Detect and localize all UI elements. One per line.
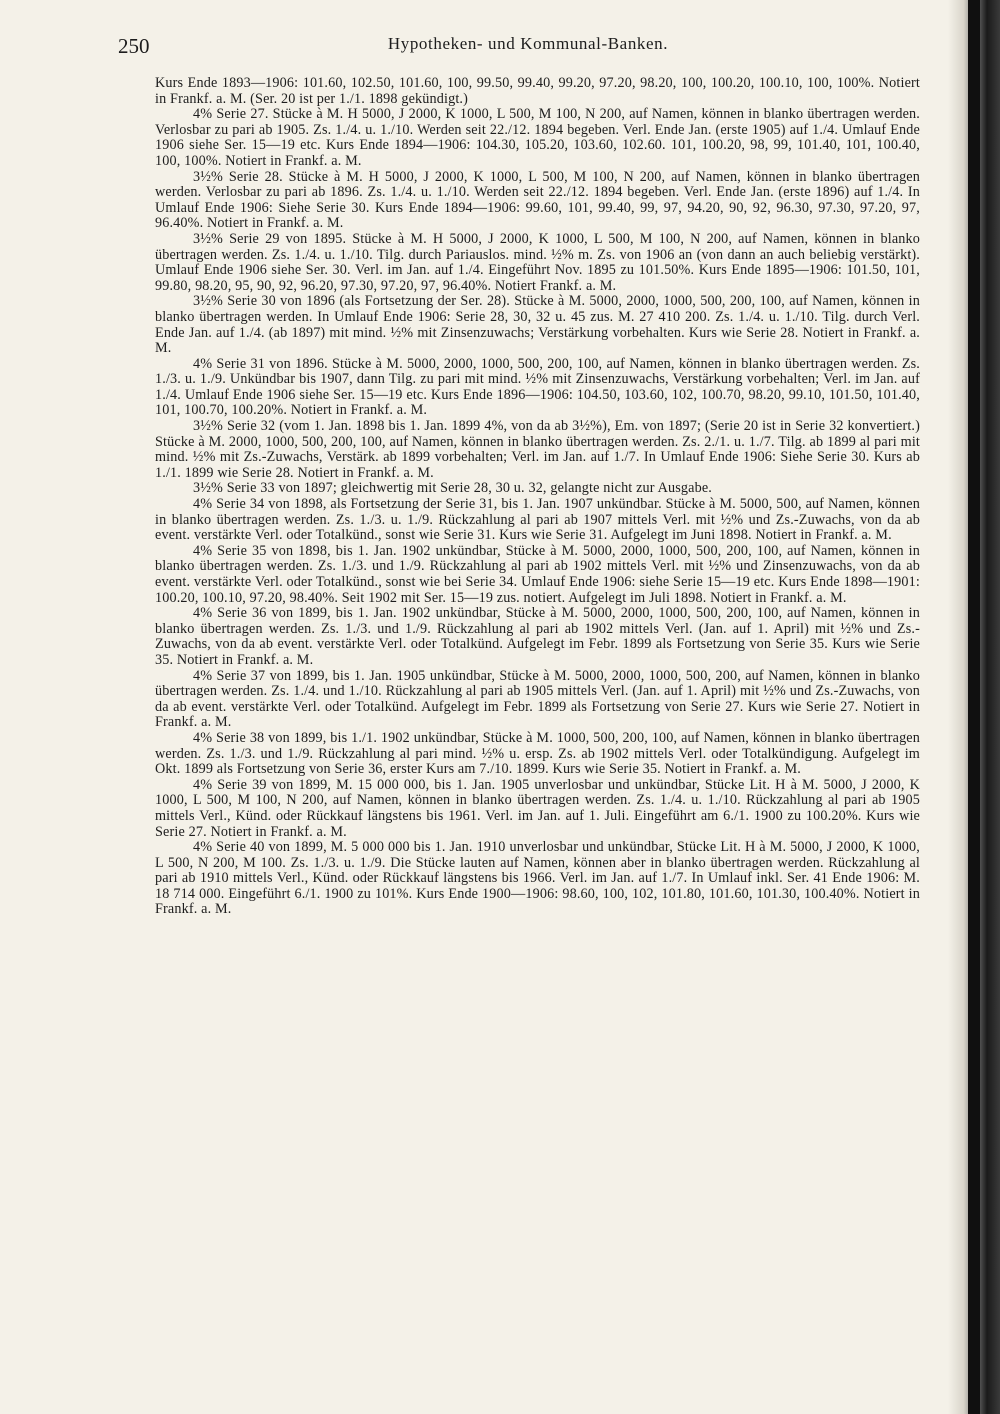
paragraph-serie-31: 4% Serie 31 von 1896. Stücke à M. 5000, 2000, 1000, 500, 200, 100, auf Namen, können in blanko übertragen werden. Zs. 1./3. u. 1./9. Unkündbar bis 1907, dann Tilg. zu pari mit mind. ½% mit Zinsenzuwachs, Verstärkung vorbehalten; Verl. im Jan. auf 1./4. Umlauf Ende 1906 siehe Ser. 15—19 etc. Kurs Ende 1896—1906: 104.50, 103.60, 102, 100.70, 98.20, 99.10, 101.50, 101.40, 101, 100.70, 100.20%. Notiert in Frankf. a. M.: [155, 355, 920, 419]
page-number: 250: [118, 34, 150, 58]
paragraph-serie-39: 4% Serie 39 von 1899, M. 15 000 000, bis 1. Jan. 1905 unverlosbar und unkündbar, Stücke Lit. H à M. 5000, J 2000, K 1000, L 500, M 100, N 200, auf Namen, können in blanko übertragen werden. Zs. 1./4. u. 1./10. Rückzahlung al pari ab 1905 mittels Verl., Künd. oder Rückkauf längstens bis 1961. Verl. im Jan. auf 1. Juli. Eingeführt am 6./1. 1900 zu 100.20%. Kurs wie Serie 27. Notiert in Frankf. a. M.: [155, 776, 920, 840]
paragraph-serie-40: 4% Serie 40 von 1899, M. 5 000 000 bis 1. Jan. 1910 unverlosbar und unkündbar, Stücke Lit. H à M. 5000, J 2000, K 1000, L 500, N 200, M 100. Zs. 1./3. u. 1./9. Die Stücke lauten auf Namen, können aber in blanko übertragen werden. Rückzahlung al pari ab 1910 mittels Verl., Künd. oder Rückkauf längstens bis 1966. Verl. im Jan. auf 1./7. In Umlauf inkl. Ser. 41 Ende 1906: M. 18 714 000. Eingeführt 6./1. 1900 zu 101%. Kurs Ende 1900—1906: 98.60, 100, 102, 101.80, 101.60, 101.30, 100.40%. Notiert in Frankf. a. M.: [155, 839, 920, 918]
paragraph-serie-30: 3½% Serie 30 von 1896 (als Fortsetzung der Ser. 28). Stücke à M. 5000, 2000, 1000, 500, 200, 100, auf Namen, können in blanko übertragen werden. In Umlauf Ende 1906: Serie 28, 30, 32 u. 45 zus. M. 27 410 200. Zs. 1./4. u. 1./10. Tilg. durch Verl. Ende Jan. auf 1./4. (ab 1897) mit mind. ½% mit Zinsenzuwachs; Verstärkung vorbehalten. Kurs wie Serie 28. Notiert in Frankf. a. M.: [155, 293, 920, 357]
running-title: Hypotheken- und Kommunal-Banken.: [387, 34, 669, 53]
paragraph-kurs-ende-1893: Kurs Ende 1893—1906: 101.60, 102.50, 101.60, 100, 99.50, 99.40, 99.20, 97.20, 98.20, 100, 100.20, 100.10, 100, 100%. Notiert in Frankf. a. M. (Ser. 20 ist per 1./1. 1898 gekündigt.): [155, 75, 920, 107]
binding-shadow: [968, 0, 980, 1414]
paragraph-serie-38: 4% Serie 38 von 1899, bis 1./1. 1902 unkündbar, Stücke à M. 1000, 500, 200, 100, auf Namen, können in blanko übertragen werden. Zs. 1./3. und 1./9. Rückzahlung al pari mind. ½% u. ersp. Zs. ab 1902 mittels Verl. oder Totalkündigung. Aufgelegt im Okt. 1899 als Fortsetzung von Serie 36, erster Kurs am 7./10. 1899. Kurs wie Serie 35. Notiert in Frankf. a. M.: [155, 729, 920, 778]
paragraph-serie-35: 4% Serie 35 von 1898, bis 1. Jan. 1902 unkündbar, Stücke à M. 5000, 2000, 1000, 500, 200, 100, auf Namen, können in blanko übertragen werden. Zs. 1./3. und 1./9. Rückzahlung al pari ab 1902 mittels Verl. mit ½% und Zinsenzuwachs, von da ab event. verstärkte Verl. oder Totalkünd., sonst wie bei Serie 34. Umlauf Ende 1906: siehe Serie 15—19 etc. Kurs Ende 1898—1901: 100.20, 100.10, 97.20, 98.40%. Seit 1902 mit Ser. 15—19 zus. notiert. Aufgelegt im Juli 1898. Notiert in Frankf. a. M.: [155, 542, 920, 606]
paragraph-serie-33: 3½% Serie 33 von 1897; gleichwertig mit Serie 28, 30 u. 32, gelangte nicht zur Ausgabe.: [193, 480, 712, 497]
paragraph-serie-29: 3½% Serie 29 von 1895. Stücke à M. H 5000, J 2000, K 1000, L 500, M 100, N 200, auf Namen, können in blanko übertragen werden. Zs. 1./4. u. 1./10. Tilg. durch Pariauslos. mind. ½% m. Zs. von 1906 an (von dann an auch beliebig verstärkt). Umlauf Ende 1906 siehe Ser. 30. Verl. im Jan. auf 1./4. Eingeführt Nov. 1895 zu 101.50%. Kurs Ende 1895—1906: 101.50, 101, 99.80, 98.20, 95, 90, 92, 96.20, 97.30, 97.20, 97, 96.40%. Notiert Frankf. a. M.: [155, 230, 920, 294]
paragraph-serie-32: 3½% Serie 32 (vom 1. Jan. 1898 bis 1. Jan. 1899 4%, von da ab 3½%), Em. von 1897; (Serie 20 ist in Serie 32 konvertiert.) Stücke à M. 2000, 1000, 500, 200, 100, auf Namen, können in blanko übertragen werden. Zs. 2./1. u. 1./7. Tilg. ab 1899 al pari mit mind. ½% mit Zs.-Zuwachs, Verstärk. ab 1899 vorbehalten; Verl. im Jan. auf 1./7. In Umlauf Ende 1906: Siehe Serie 30. Kurs ab 1./1. 1899 wie Serie 28. Notiert in Frankf. a. M.: [155, 418, 920, 481]
text-column: [155, 76, 920, 918]
page-header: [118, 34, 938, 60]
paragraph-serie-27: 4% Serie 27. Stücke à M. H 5000, J 2000, K 1000, L 500, M 100, N 200, auf Namen, können in blanko übertragen werden. Verlosbar zu pari ab 1905. Zs. 1./4. u. 1./10. Werden seit 22./12. 1894 begeben. Verl. Ende Jan. (erste 1905) auf 1./4. Umlauf Ende 1906 siehe Ser. 15—19 etc. Kurs Ende 1894—1906: 104.30, 105.20, 103.60, 102.60. 101, 100.20, 98, 99, 101.40, 101, 100.40, 100, 100%. Notiert in Frankf. a. M.: [155, 106, 920, 169]
paragraph-serie-37: 4% Serie 37 von 1899, bis 1. Jan. 1905 unkündbar, Stücke à M. 5000, 2000, 1000, 500, 200, auf Namen, können in blanko übertragen werden. Zs. 1./4. und 1./10. Rückzahlung al pari ab 1905 mittels Verl. (Jan. auf 1. April) mit ½% und Zs.-Zuwachs, von da ab event. verstärkte Verl. oder Totalkünd. Aufgelegt im Febr. 1899 als Fortsetzung von Serie 27. Kurs wie Serie 27. Notiert in Frankf. a. M.: [155, 667, 920, 731]
paragraph-serie-36: 4% Serie 36 von 1899, bis 1. Jan. 1902 unkündbar, Stücke à M. 5000, 2000, 1000, 500, 200, 100, auf Namen, können in blanko übertragen werden. Zs. 1./3. und 1./9. Rückzahlung al pari ab 1902 mittels Verl. (Jan. auf 1. April) mit ½% und Zs.-Zuwachs, von da ab event. verstärkte Verl. oder Totalkünd. Aufgelegt im Febr. 1899 als Fortsetzung von Serie 35. Kurs wie Serie 35. Notiert in Frankf. a. M.: [155, 605, 920, 668]
paragraph-serie-28: 3½% Serie 28. Stücke à M. H 5000, J 2000, K 1000, L 500, M 100, N 200, auf Namen, können in blanko übertragen werden. Verlosbar zu pari ab 1896. Zs. 1./4. u. 1./10. Werden seit 22./12. 1894 begeben. Verl. Ende Jan. (erste 1896) auf 1./4. In Umlauf Ende 1906: Siehe Serie 30. Kurs Ende 1894—1906: 99.60, 101, 99.40, 99, 97, 94.20, 90, 92, 96.30, 97.30, 97.20, 97, 96.40%. Notiert in Frankf. a. M.: [155, 168, 920, 232]
paragraph-serie-34: 4% Serie 34 von 1898, als Fortsetzung der Serie 31, bis 1. Jan. 1907 unkündbar. Stücke à M. 5000, 500, auf Namen, können in blanko übertragen werden. Zs. 1./3. u. 1./9. Rückzahlung al pari ab 1907 mittels Verl. mit ½% und Zs.-Zuwachs, von da ab event. verstärkte Verl. oder Totalkünd., sonst wie Serie 31. Kurs wie Serie 31. Aufgelegt im Juni 1898. Notiert in Frankf. a. M.: [155, 496, 920, 544]
